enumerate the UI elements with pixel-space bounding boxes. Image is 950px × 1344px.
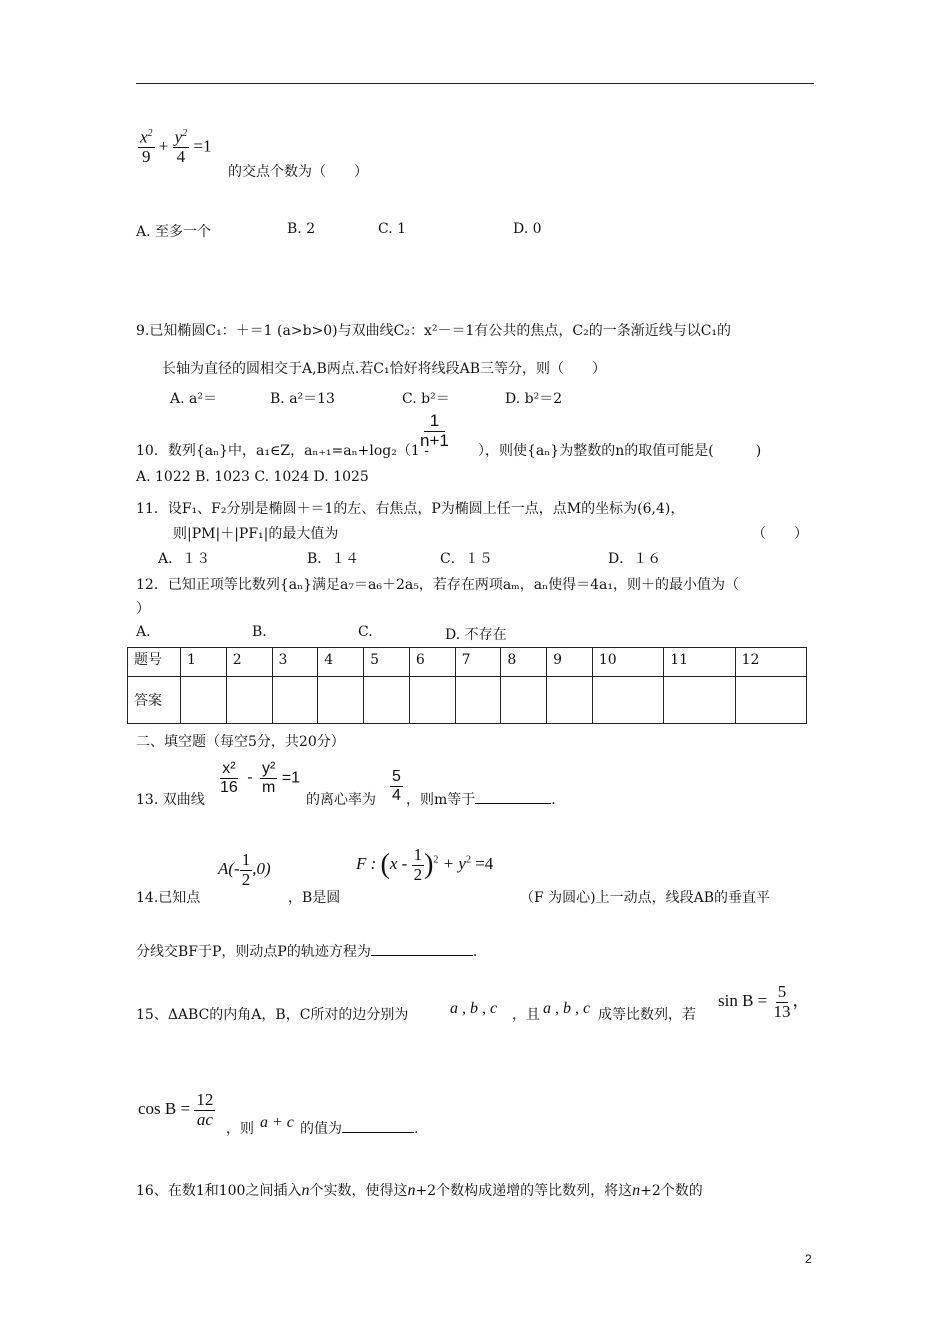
question-number-cell: 1 xyxy=(181,648,227,677)
q15-mid-2: 成等比数列，若 xyxy=(598,1007,696,1023)
question-number-cell: 2 xyxy=(226,648,272,677)
q10-options: A. 1022 B. 1023 C. 1024 D. 1025 xyxy=(136,469,369,485)
q15-sin: sin B = $\frac{5}{13}$ ， xyxy=(718,982,810,1021)
q15-mid: ，且 xyxy=(512,1007,540,1023)
q13-eccentricity: $\frac{5}{4}$ xyxy=(392,768,401,804)
question-number-label: 题号 xyxy=(128,648,181,677)
q12-option-d: D. 不存在 xyxy=(445,627,507,643)
q10-fraction: $\frac{1}{n+1}$ xyxy=(420,411,449,450)
answer-cell[interactable] xyxy=(181,677,227,724)
q8-question: 的交点个数为（ ） xyxy=(228,164,368,180)
q13-prefix: 13. 双曲线 xyxy=(136,792,205,808)
answer-cell[interactable] xyxy=(501,677,547,724)
question-number-cell: 11 xyxy=(664,648,735,677)
q8-equation: $\frac{x^2}{9}$ + $\frac{y^2}{4}$ =1 xyxy=(140,127,212,167)
q10-text: 10．数列{aₙ}中，a₁∈Z，aₙ₊₁=aₙ+log₂（1 - xyxy=(136,443,429,459)
q15-a-plus-c: a + c xyxy=(260,1114,294,1131)
q13-suffix: ，则m等于 . xyxy=(406,792,556,808)
question-number-cell: 3 xyxy=(272,648,318,677)
q15-then: ，则 xyxy=(226,1121,254,1137)
q15-value: 的值为 . xyxy=(300,1121,419,1137)
question-number-cell: 4 xyxy=(318,648,364,677)
q9-option-d: D. b²＝2 xyxy=(505,391,563,407)
answer-cell[interactable] xyxy=(226,677,272,724)
q8-option-c: C. 1 xyxy=(378,221,407,237)
q9-line-1: 9.已知椭圆C₁：＋＝1 (a>b>0)与双曲线C₂：x²－＝1有公共的焦点，C₂的一条渐近线与以C₁的 xyxy=(136,323,732,339)
question-number-cell: 7 xyxy=(455,648,501,677)
answer-cell[interactable] xyxy=(735,677,806,724)
q14-line-2: 分线交BF于P，则动点P的轨迹方程为 . xyxy=(136,944,478,960)
q8-y-fraction: $\frac{y^2}{4}$ xyxy=(174,127,188,167)
q11-option-b: B．１４ xyxy=(307,551,360,567)
question-number-cell: 10 xyxy=(592,648,663,677)
answer-cell[interactable] xyxy=(272,677,318,724)
q12-option-c: C. xyxy=(358,624,373,640)
q11-line-2: 则|PM|＋|PF₁|的最大值为 xyxy=(173,526,339,542)
q8-option-d: D. 0 xyxy=(513,221,542,237)
q12-option-b: B. xyxy=(252,624,267,640)
q15-answer-blank[interactable] xyxy=(342,1132,414,1133)
q14-circle-equation: F : (x - $\frac{1}{2}$ )$^2 + y^2 =4$ xyxy=(356,845,494,884)
q9-option-b: B. a²＝13 xyxy=(270,391,335,407)
q11-option-d: D．１６ xyxy=(608,551,662,567)
answer-cell[interactable] xyxy=(409,677,455,724)
answer-cell[interactable] xyxy=(547,677,593,724)
header-rule xyxy=(136,83,814,84)
section-2-heading: 二、填空题（每空5分，共20分） xyxy=(136,734,345,750)
q8-option-b: B. 2 xyxy=(287,221,316,237)
q9-line-2: 长轴为直径的圆相交于A,B两点.若C₁恰好将线段AB三等分，则（ ） xyxy=(162,361,607,377)
answer-table xyxy=(127,647,807,724)
answer-cell[interactable] xyxy=(455,677,501,724)
answer-cell[interactable] xyxy=(592,677,663,724)
q9-option-a: A. a²＝ xyxy=(170,391,217,407)
q11-line-1: 11．设F₁、F₂分别是椭圆＋＝1的左、右焦点，P为椭圆上任一点，点M的坐标为(6,4)， xyxy=(136,501,685,517)
q13-mid: 的离心率为 xyxy=(306,792,376,808)
q11-option-c: C．１５ xyxy=(440,551,493,567)
answer-cell[interactable] xyxy=(364,677,410,724)
q15-sides-1: a , b , c xyxy=(450,1000,498,1017)
answer-cell[interactable] xyxy=(664,677,735,724)
answer-label: 答案 xyxy=(128,677,181,724)
answer-table-header-row xyxy=(128,648,807,677)
q13-answer-blank[interactable] xyxy=(475,803,551,804)
answer-table-answer-row xyxy=(128,677,807,724)
page-number: 2 xyxy=(805,1252,812,1266)
q12-line-2: ） xyxy=(136,601,150,617)
q12-line-1: 12．已知正项等比数列{aₙ}满足a₇＝a₆＋2a₅，若存在两项aₘ，aₙ使得＝4a₁，则＋的最小值为（ xyxy=(136,577,740,593)
answer-cell[interactable] xyxy=(318,677,364,724)
question-number-cell: 9 xyxy=(547,648,593,677)
question-number-cell: 5 xyxy=(364,648,410,677)
q14-point-a: A(- $\frac{1}{2}$ ,0) xyxy=(218,850,271,889)
q8-option-a: A. 至多一个 xyxy=(136,224,212,240)
q14-b-text: ，B是圆 xyxy=(288,890,341,906)
q14-answer-blank[interactable] xyxy=(371,955,473,956)
question-number-cell: 12 xyxy=(735,648,806,677)
q9-option-c: C. b²＝ xyxy=(402,391,450,407)
q14-prefix: 14.已知点 xyxy=(136,890,201,906)
q10-text-2: ），则使{aₙ}为整数的n的取值可能是( ) xyxy=(478,443,762,459)
question-number-cell: 6 xyxy=(409,648,455,677)
q11-answer-paren: （ ） xyxy=(752,526,808,542)
q13-hyperbola: $\frac{\text{x²}}{16}$ - $\frac{\text{y²}}{m}$ =1 xyxy=(220,760,301,796)
q12-option-a: A. xyxy=(136,624,151,640)
q8-x-fraction: $\frac{x^2}{9}$ xyxy=(140,127,153,167)
q11-option-a: A．１３ xyxy=(158,551,211,567)
q15-sides-2: a , b , c xyxy=(543,1000,591,1017)
q16-line: 16、在数1和100之间插入n个实数，使得这n+2个数构成递增的等比数列，将这n+2个数的 xyxy=(136,1182,703,1199)
question-number-cell: 8 xyxy=(501,648,547,677)
q15-prefix: 15、ΔABC的内角A，B，C所对的边分别为 xyxy=(136,1007,409,1023)
q14-paren-text: （F 为圆心)上一动点，线段AB的垂直平 xyxy=(520,890,771,906)
q15-cos: cos B = $\frac{12}{ac}$ xyxy=(138,1090,214,1129)
